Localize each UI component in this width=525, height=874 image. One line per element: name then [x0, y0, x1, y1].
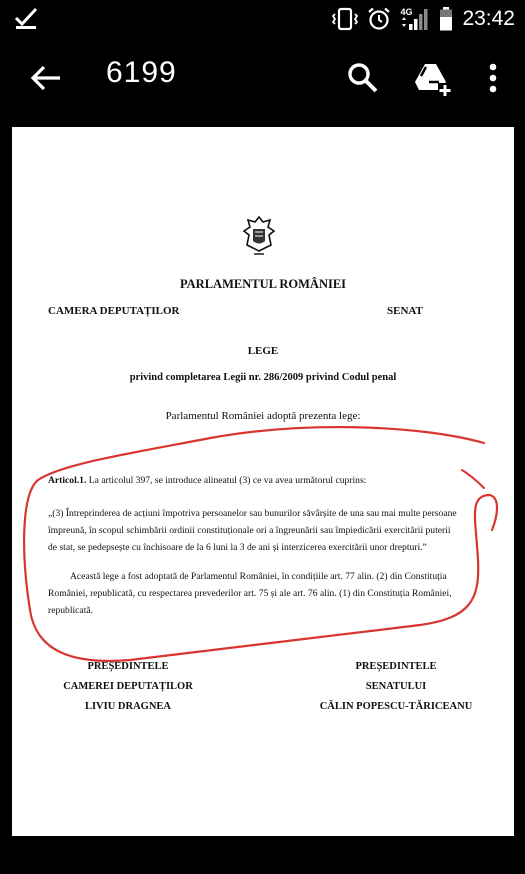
battery-icon — [439, 7, 453, 31]
signal-icon — [400, 7, 430, 31]
back-arrow-icon[interactable] — [28, 60, 64, 96]
add-to-drive-icon[interactable] — [412, 58, 452, 98]
preamble: Parlamentul României adoptă prezenta lege: — [165, 410, 361, 422]
signature-person: LIVIU DRAGNEA — [84, 701, 172, 712]
article-text: La articolul 397, se introduce alineatul (3) ce va avea următorul cuprins: — [86, 475, 367, 486]
quote-line: împreună, în scopul schimbării ordinii constituționale ori a îngreunării sau împiedicării exercitării puterii — [48, 525, 451, 536]
parliament-heading: PARLAMENTUL ROMÂNIEI — [179, 277, 347, 291]
network-type-label: 4G — [400, 7, 413, 17]
quote-line: „(3) Întreprinderea de acțiuni împotriva persoanelor sau bunurilor săvârșite de una sau mai multe persoane — [48, 508, 457, 519]
search-icon[interactable] — [343, 58, 383, 98]
adoption-line: Această lege a fost adoptată de Parlamentul României, în condițiile art. 77 alin. (2) din Constituția — [70, 571, 447, 582]
adoption-line: României, republicată, cu respectarea prevederilor art. 75 și ale art. 76 alin. (1) din Constituția României, — [48, 588, 452, 599]
romania-coat-of-arms-icon — [240, 215, 278, 257]
signature-title: PREȘEDINTELE — [355, 661, 437, 672]
document-title: 6199 — [106, 56, 177, 89]
signature-institution: CAMEREI DEPUTAȚILOR — [63, 681, 193, 692]
article-label: Articol.1. — [48, 475, 87, 486]
alarm-icon — [367, 7, 391, 31]
law-type-heading: LEGE — [247, 345, 279, 357]
adoption-paragraph — [48, 568, 472, 619]
status-bar — [0, 0, 525, 38]
signature-block-right — [296, 657, 496, 717]
download-done-icon — [14, 6, 40, 30]
signature-person: CĂLIN POPESCU-TĂRICEANU — [319, 701, 473, 712]
vibrate-icon — [332, 7, 358, 31]
clock: 23:42 — [462, 7, 515, 30]
quote-line: de stat, se pedepsește cu închisoare de la 6 luni la 3 de ani și interzicerea exercitării unor drepturi.” — [48, 542, 427, 553]
signature-block-left — [48, 657, 208, 717]
more-vert-icon[interactable] — [476, 58, 510, 98]
adoption-line: republicată. — [48, 605, 94, 616]
document-page[interactable] — [12, 127, 514, 836]
app-toolbar — [0, 38, 525, 116]
senate-label: SENAT — [387, 305, 423, 317]
article-1 — [48, 472, 472, 489]
signature-title: PREȘEDINTELE — [87, 661, 169, 672]
signal-indicator — [400, 7, 430, 31]
law-subject: privind completarea Legii nr. 286/2009 privind Codul penal — [129, 372, 397, 383]
chamber-deputies-label: CAMERA DEPUTAȚILOR — [48, 305, 180, 317]
signature-institution: SENATULUI — [365, 681, 427, 692]
article-quote — [48, 505, 472, 556]
